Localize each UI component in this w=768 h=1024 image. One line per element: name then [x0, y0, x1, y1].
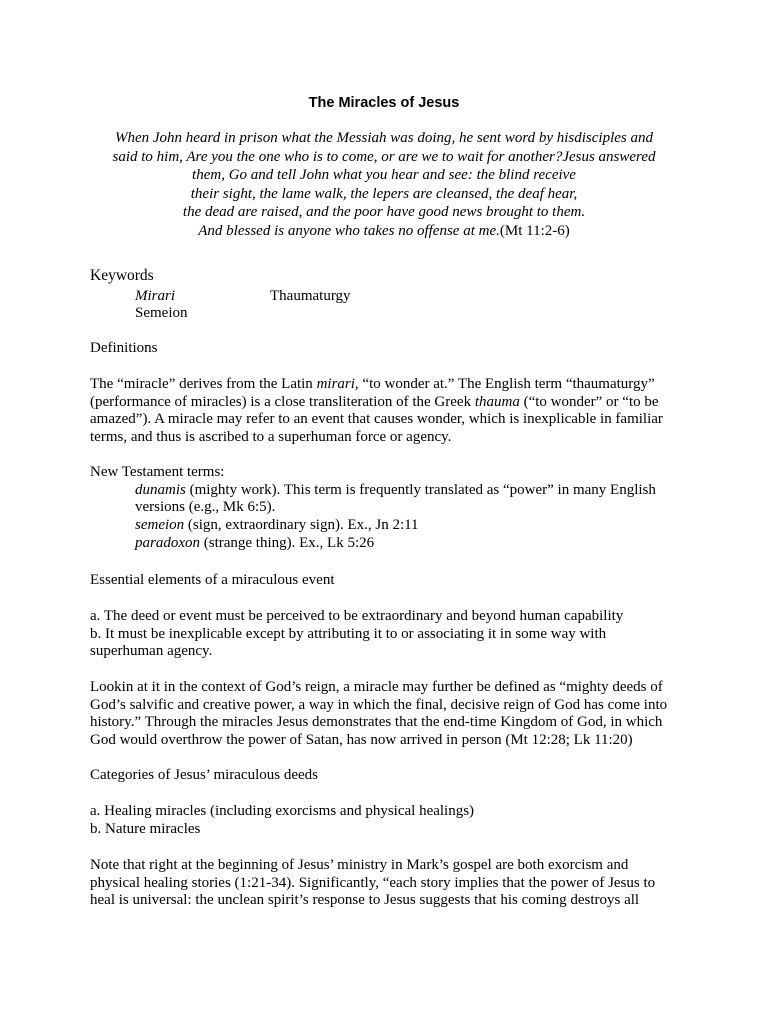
term-italic: dunamis [135, 481, 186, 498]
nt-terms-section [90, 464, 690, 553]
epigraph-quote [90, 129, 678, 240]
term-line [90, 517, 690, 535]
term-line [90, 482, 690, 500]
note-paragraph [90, 857, 690, 910]
reign-paragraph [90, 679, 690, 750]
text-run: (“to wonder” or “to be [519, 393, 659, 410]
term-italic: paradoxon [135, 534, 200, 551]
term-line [90, 535, 690, 553]
document-title: The Miracles of Jesus [308, 95, 460, 111]
keyword-semeion: Semeion [135, 305, 188, 321]
categories-list [90, 803, 690, 838]
text-run: (mighty work). This term is frequently translated as “power” in many English [185, 481, 656, 498]
list-item: a. The deed or event must be perceived to be extraordinary and beyond human capability [90, 608, 624, 624]
paragraph-line: amazed”). A miracle may refer to an event that causes wonder, which is inexplicable in familiar [90, 411, 663, 428]
text-run: (sign, extraordinary sign). Ex., Jn 2:11 [184, 517, 419, 534]
epigraph-line: When John heard in prison what the Messiah was doing, he sent word by hisdisciples and [114, 130, 654, 146]
keyword-mirari: Mirari [135, 288, 176, 304]
epigraph-last-line [90, 222, 678, 241]
paragraph-line: physical healing stories (1:21-34). Significantly, “each story implies that the power of Jesus to [90, 874, 656, 891]
paragraph-line [90, 376, 690, 394]
text-run: (strange thing). Ex., Lk 5:26 [200, 534, 375, 551]
paragraph-line: God’s salvific and creative power, a way in which the final, decisive reign of God has come into [90, 696, 668, 713]
list-item: b. Nature miracles [90, 820, 201, 837]
epigraph-line: them, Go and tell John what you hear and see: the blind receive [192, 167, 576, 183]
paragraph-line: heal is universal: the unclean spirit’s response to Jesus suggests that his coming destroys all [90, 892, 640, 909]
list-item: superhuman agency. [90, 643, 213, 660]
section-heading: Essential elements of a miraculous event [90, 572, 335, 588]
paragraph-line: Note that right at the beginning of Jesus’ ministry in Mark’s gospel are both exorcism and [90, 857, 629, 873]
keyword-item [135, 287, 175, 305]
paragraph-line [90, 394, 690, 412]
text-run: “to wonder at.” The English term “thaumaturgy” [358, 376, 655, 392]
list-item: b. It must be inexplicable except by attributing it to or associating it in some way with [90, 625, 607, 642]
paragraph-line: history.” Through the miracles Jesus demonstrates that the end-time Kingdom of God, in which [90, 714, 663, 731]
epigraph-citation: (Mt 11:2-6) [499, 222, 570, 239]
term-line: versions (e.g., Mk 6:5). [135, 499, 276, 516]
epigraph-line: the dead are raised, and the poor have good news brought to them. [182, 204, 586, 220]
epigraph-line: said to him, Are you the one who is to come, or are we to wait for another?Jesus answered [112, 148, 656, 165]
epigraph-line: their sight, the lame walk, the lepers are cleansed, the deaf hear, [190, 185, 578, 202]
paragraph-line: terms, and thus is ascribed to a superhuman force or agency. [90, 429, 452, 446]
term-italic: thauma [474, 393, 520, 410]
definitions-paragraph [90, 376, 690, 447]
keyword-thaumaturgy: Thaumaturgy [270, 288, 351, 304]
essential-list [90, 608, 690, 661]
keywords-heading: Keywords [90, 267, 154, 284]
epigraph-line: And blessed is anyone who takes no offense at me. [198, 222, 500, 239]
paragraph-line: Lookin at it in the context of God’s reign, a miracle may further be defined as “mighty deeds of [90, 679, 663, 695]
section-heading: Categories of Jesus’ miraculous deeds [90, 767, 318, 783]
paragraph-line: God would overthrow the power of Satan, has now arrived in person (Mt 12:28; Lk 11:20) [90, 732, 633, 749]
text-run: (performance of miracles) is a close transliteration of the Greek [90, 393, 475, 410]
section-heading: Definitions [90, 340, 158, 356]
term-italic: mirari, [316, 376, 359, 392]
term-italic: semeion [135, 517, 185, 534]
section-heading: New Testament terms: [90, 464, 225, 480]
text-run: The “miracle” derives from the Latin [90, 376, 317, 392]
list-item: a. Healing miracles (including exorcisms and physical healings) [90, 803, 475, 819]
